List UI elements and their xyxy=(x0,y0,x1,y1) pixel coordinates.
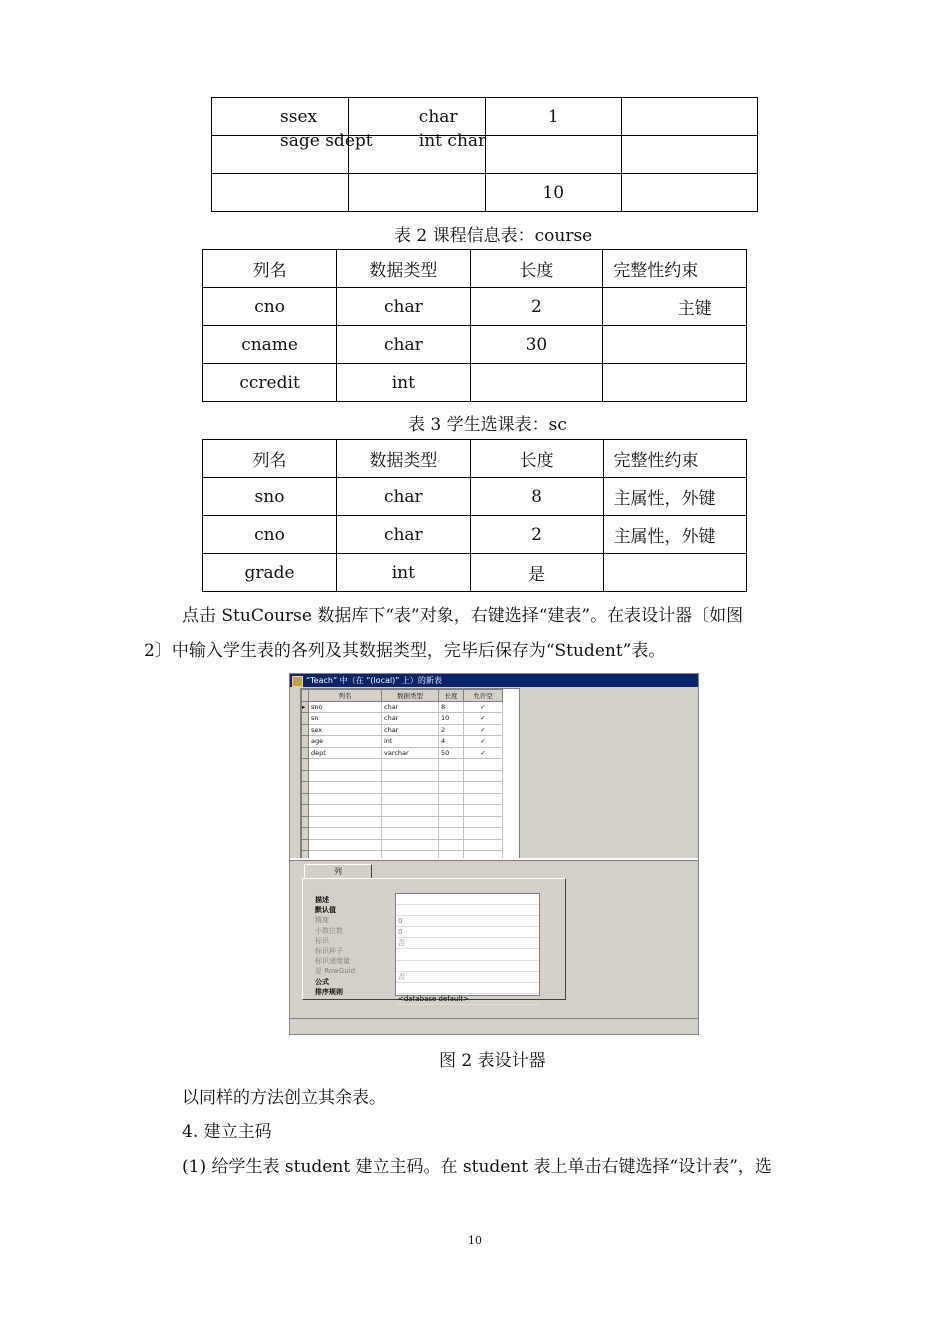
row-selector[interactable] xyxy=(302,736,309,748)
cell xyxy=(348,174,485,212)
cell xyxy=(212,174,349,212)
grid-cell[interactable] xyxy=(309,793,382,805)
grid-cell[interactable] xyxy=(464,816,503,828)
cell: char xyxy=(337,326,470,364)
page-number: 10 xyxy=(468,1234,482,1247)
grid-checkbox[interactable]: ✓ xyxy=(464,724,503,736)
grid-cell[interactable]: 8 xyxy=(439,701,464,713)
grid-header-row xyxy=(302,690,503,702)
table-header-row xyxy=(203,250,747,288)
grid-cell[interactable]: sn xyxy=(309,713,382,725)
cell xyxy=(621,174,757,212)
splitter[interactable] xyxy=(290,858,698,861)
sc-table xyxy=(202,439,747,592)
grid-cell[interactable] xyxy=(439,770,464,782)
property-value[interactable] xyxy=(396,894,539,905)
grid-cell[interactable] xyxy=(382,839,439,851)
grid-cell[interactable] xyxy=(309,816,382,828)
grid-cell[interactable] xyxy=(464,839,503,851)
grid-cell[interactable]: 50 xyxy=(439,747,464,759)
grid-cell[interactable] xyxy=(382,828,439,840)
row-selector[interactable] xyxy=(302,770,309,782)
property-label: 标识 xyxy=(315,936,329,945)
property-label: 公式 xyxy=(315,977,329,986)
grid-cell[interactable] xyxy=(439,828,464,840)
grid-cell[interactable]: 4 xyxy=(439,736,464,748)
cell xyxy=(348,131,487,174)
property-label: 标识递增量 xyxy=(315,957,350,966)
grid-row[interactable] xyxy=(302,713,503,725)
grid-row[interactable] xyxy=(302,782,503,794)
cell: int xyxy=(337,554,471,592)
cell: int xyxy=(337,364,470,402)
row-selector[interactable] xyxy=(302,724,309,736)
grid-cell[interactable]: char xyxy=(382,701,439,713)
table-row xyxy=(212,98,758,136)
grid-cell[interactable] xyxy=(382,782,439,794)
row-selector[interactable] xyxy=(302,839,309,851)
paragraph-line: 点击 StuCourse 数据库下“表”对象，右键选择“建表”。在表设计器〔如图 xyxy=(182,606,744,626)
property-value[interactable]: <database default> xyxy=(396,994,539,1005)
property-label: 默认值 xyxy=(315,906,336,915)
column-grid xyxy=(300,688,520,860)
cell xyxy=(603,364,747,402)
property-label: 是 RowGuid xyxy=(315,967,356,976)
grid-cell[interactable] xyxy=(464,828,503,840)
table-row xyxy=(212,136,758,174)
cell-text: sage sdept xyxy=(280,131,373,151)
column-properties-area xyxy=(302,864,568,1004)
property-label: 标识种子 xyxy=(315,947,343,956)
property-value[interactable] xyxy=(396,961,539,972)
grid-row[interactable] xyxy=(302,839,503,851)
grid-checkbox[interactable]: ✓ xyxy=(464,701,503,713)
grid-cell[interactable] xyxy=(464,770,503,782)
cell: 8 xyxy=(470,478,603,516)
grid-cell[interactable]: varchar xyxy=(382,747,439,759)
cell xyxy=(603,554,746,592)
cell-text: ssex xyxy=(280,106,318,127)
header-cell: 完整性约束 xyxy=(603,440,746,478)
cell: grade xyxy=(203,554,337,592)
property-label: 精度 xyxy=(315,916,329,925)
course-table xyxy=(202,249,747,402)
grid-checkbox[interactable]: ✓ xyxy=(464,747,503,759)
header-cell: 长度 xyxy=(470,250,603,288)
cell xyxy=(621,98,757,136)
table3-caption: 表 3 学生选课表：sc xyxy=(408,415,567,435)
row-selector[interactable] xyxy=(302,828,309,840)
grid-cell[interactable] xyxy=(309,805,382,817)
table-row xyxy=(203,478,747,516)
grid-cell[interactable] xyxy=(464,805,503,817)
grid-row[interactable] xyxy=(302,736,503,748)
status-bar xyxy=(290,1018,698,1035)
grid-cell[interactable] xyxy=(439,759,464,771)
cell-text: char xyxy=(418,106,458,127)
grid-header-cell: 长度 xyxy=(439,690,464,702)
cell xyxy=(603,326,747,364)
grid-row[interactable] xyxy=(302,816,503,828)
grid-cell[interactable] xyxy=(382,759,439,771)
figure-caption: 图 2 表设计器 xyxy=(439,1051,546,1071)
grid-cell[interactable] xyxy=(382,793,439,805)
grid-row[interactable] xyxy=(302,805,503,817)
grid-cell[interactable] xyxy=(439,816,464,828)
window-titlebar xyxy=(290,674,698,687)
grid-cell[interactable] xyxy=(309,828,382,840)
property-value[interactable] xyxy=(396,949,539,960)
grid-header-cell: 列名 xyxy=(309,690,382,702)
cell xyxy=(348,98,485,136)
table-header-row xyxy=(203,440,747,478)
row-selector[interactable] xyxy=(302,805,309,817)
grid-cell[interactable] xyxy=(439,839,464,851)
cell: char xyxy=(337,288,470,326)
table-row xyxy=(203,288,747,326)
grid-cell[interactable] xyxy=(309,839,382,851)
student-table-continued xyxy=(211,97,758,212)
property-label: 描述 xyxy=(315,896,329,904)
grid-row[interactable] xyxy=(302,701,503,713)
grid-cell[interactable] xyxy=(439,782,464,794)
grid-cell[interactable]: char xyxy=(382,724,439,736)
cell: 1 xyxy=(485,98,621,136)
cell-text: int char xyxy=(418,131,487,151)
column-grid-table xyxy=(301,689,503,860)
row-selector[interactable] xyxy=(302,793,309,805)
property-value[interactable]: 0 xyxy=(396,927,539,938)
grid-cell[interactable] xyxy=(464,782,503,794)
grid-row[interactable] xyxy=(302,828,503,840)
table-row xyxy=(203,326,747,364)
paragraph-line: (1) 给学生表 student 建立主码。在 student 表上单击右键选择“设计表”，选 xyxy=(182,1157,772,1177)
cell xyxy=(621,136,757,174)
property-label: 小数位数 xyxy=(315,926,343,935)
grid-row[interactable] xyxy=(302,759,503,771)
grid-row[interactable] xyxy=(302,793,503,805)
paragraph-line: 2〕中输入学生表的各列及其数据类型，完毕后保存为“Student”表。 xyxy=(144,641,666,661)
cell: char xyxy=(337,516,471,554)
grid-cell[interactable] xyxy=(382,816,439,828)
table2-caption: 表 2 课程信息表：course xyxy=(394,226,593,246)
property-label: 排序规则 xyxy=(315,987,343,996)
grid-cell[interactable]: char xyxy=(382,713,439,725)
row-selector[interactable] xyxy=(302,747,309,759)
grid-row[interactable] xyxy=(302,724,503,736)
cell: cno xyxy=(203,288,337,326)
row-selector-header xyxy=(302,690,309,702)
cell: ccredit xyxy=(203,364,337,402)
property-value[interactable] xyxy=(396,983,539,994)
cell: 主属性，外键 xyxy=(603,516,746,554)
row-selector[interactable] xyxy=(302,713,309,725)
cell: 30 xyxy=(470,326,603,364)
table-row xyxy=(203,554,747,592)
table-row xyxy=(203,364,747,402)
row-selector[interactable] xyxy=(302,782,309,794)
grid-checkbox[interactable]: ✓ xyxy=(464,736,503,748)
tab-columns[interactable]: 列 xyxy=(304,864,372,879)
grid-cell[interactable] xyxy=(309,759,382,771)
cell xyxy=(470,364,603,402)
property-labels xyxy=(315,895,355,997)
grid-cell[interactable] xyxy=(309,770,382,782)
grid-cell[interactable]: sno xyxy=(309,701,382,713)
property-values[interactable] xyxy=(395,893,540,1003)
paragraph-line: 以同样的方法创立其余表。 xyxy=(182,1088,386,1108)
grid-cell[interactable] xyxy=(464,759,503,771)
cell: cno xyxy=(203,516,337,554)
property-value[interactable]: 否 xyxy=(396,972,539,983)
row-selector[interactable] xyxy=(302,759,309,771)
cell: 2 xyxy=(470,516,603,554)
header-cell: 完整性约束 xyxy=(603,250,747,288)
grid-cell[interactable] xyxy=(382,770,439,782)
grid-cell[interactable] xyxy=(309,782,382,794)
section-heading: 4. 建立主码 xyxy=(182,1122,272,1142)
cell: 10 xyxy=(485,174,621,212)
grid-cell[interactable]: age xyxy=(309,736,382,748)
header-cell: 列名 xyxy=(203,440,337,478)
window-title: “Teach” 中（在 “(local)” 上）的新表 xyxy=(306,676,442,685)
property-value[interactable]: 0 xyxy=(396,916,539,927)
grid-cell[interactable]: int xyxy=(382,736,439,748)
grid-cell[interactable] xyxy=(439,793,464,805)
header-cell: 列名 xyxy=(203,250,337,288)
cell xyxy=(212,98,349,136)
grid-cell[interactable] xyxy=(382,805,439,817)
grid-cell[interactable] xyxy=(464,793,503,805)
cell: 2 xyxy=(470,288,603,326)
current-row-arrow-icon[interactable]: ▸ xyxy=(302,701,309,713)
table-icon xyxy=(292,676,303,687)
property-value[interactable]: 否 xyxy=(396,938,539,949)
header-cell: 长度 xyxy=(470,440,603,478)
grid-cell[interactable]: 10 xyxy=(439,713,464,725)
header-cell: 数据类型 xyxy=(337,250,470,288)
cell xyxy=(212,131,373,174)
grid-cell[interactable]: dept xyxy=(309,747,382,759)
grid-row[interactable] xyxy=(302,770,503,782)
grid-cell[interactable]: 2 xyxy=(439,724,464,736)
cell: sno xyxy=(203,478,337,516)
grid-cell[interactable]: sex xyxy=(309,724,382,736)
cell xyxy=(485,136,621,174)
table-row xyxy=(212,174,758,212)
cell: 主键 xyxy=(603,288,747,326)
grid-cell[interactable] xyxy=(439,805,464,817)
grid-header-cell: 数据类型 xyxy=(382,690,439,702)
grid-header-cell: 允许空 xyxy=(464,690,503,702)
cell: char xyxy=(337,478,471,516)
grid-checkbox[interactable]: ✓ xyxy=(464,713,503,725)
header-cell: 数据类型 xyxy=(337,440,471,478)
table-row xyxy=(203,516,747,554)
cell: 主属性，外键 xyxy=(603,478,746,516)
cell: 是 xyxy=(470,554,603,592)
table-designer-screenshot xyxy=(289,673,699,1035)
cell: cname xyxy=(203,326,337,364)
grid-row[interactable] xyxy=(302,747,503,759)
row-selector[interactable] xyxy=(302,816,309,828)
property-value[interactable] xyxy=(396,905,539,916)
properties-panel xyxy=(302,878,566,1003)
